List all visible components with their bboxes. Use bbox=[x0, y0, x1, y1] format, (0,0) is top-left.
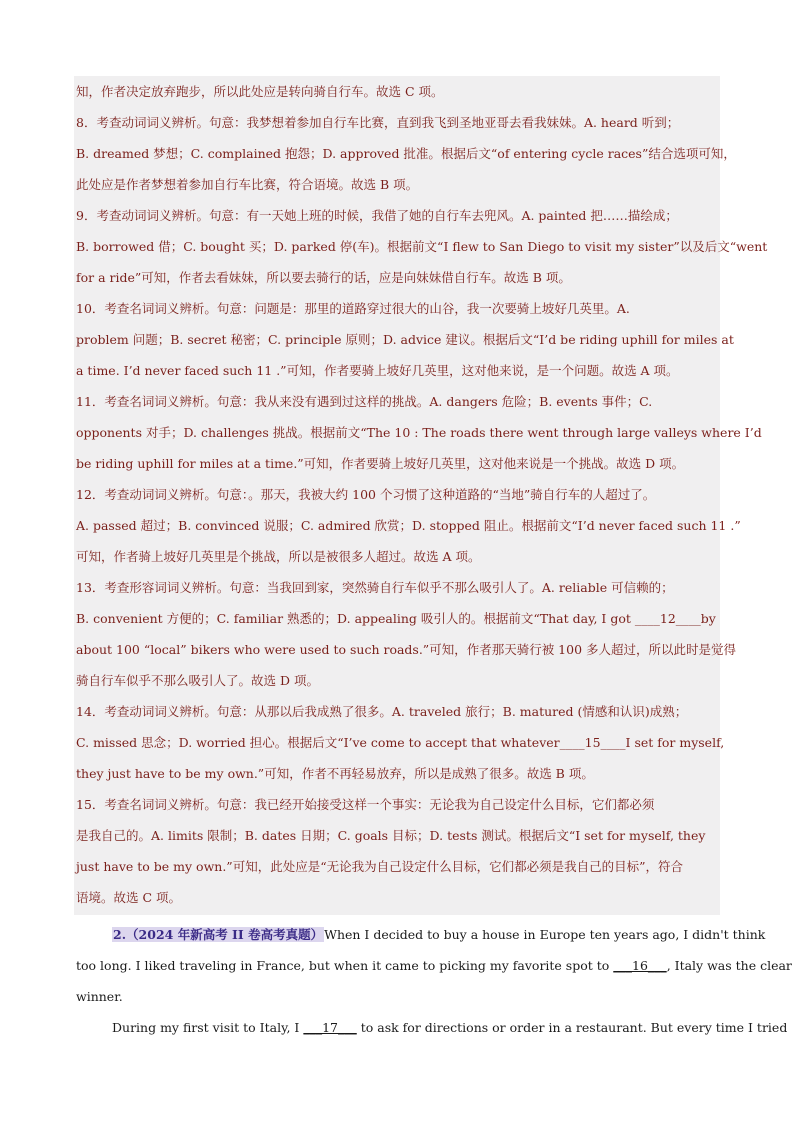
explanation-line: for a ride”可知，作者去看妹妹，所以要去骑行的话，应是向妹妹借自行车。故选 B 项。 bbox=[76, 270, 571, 285]
explanation-line: 11．考查名词词义辨析。句意：我从来没有遇到过这样的挑战。A. dangers 危险；B. events 事件；C. bbox=[76, 394, 653, 409]
explanation-line: they just have to be my own.”可知，作者不再轻易放弃，所以是成熟了很多。故选 B 项。 bbox=[76, 766, 594, 781]
explanation-line: opponents 对手；D. challenges 挑战。根据前文“The 10 : The roads there went through large valleys where I’d bbox=[76, 425, 762, 440]
explanation-line: 15．考查名词词义辨析。句意：我已经开始接受这样一个事实：无论我为自己设定什么目标，它们都必须 bbox=[76, 797, 655, 812]
passage-line-1-text: When I decided to buy a house in Europe ten years ago, I didn't think bbox=[324, 927, 766, 942]
question-source-tag: 2.（2024 年新高考 II 卷高考真题） bbox=[113, 927, 324, 942]
explanation-line: 13．考查形容词词义辨析。句意：当我回到家，突然骑自行车似乎不那么吸引人了。A. reliable 可信赖的； bbox=[76, 580, 674, 595]
explanation-line: problem 问题；B. secret 秘密；C. principle 原则；D. advice 建议。根据后文“I’d be riding uphill for miles at bbox=[76, 332, 734, 347]
passage-line-2 bbox=[76, 957, 792, 975]
passage-line-1 bbox=[112, 926, 766, 944]
explanation-line: a time. I’d never faced such 11 .”可知，作者要骑上坡好几英里，这对他来说，是一个问题。故选 A 项。 bbox=[76, 363, 679, 378]
explanation-line: B. borrowed 借；C. bought 买；D. parked 停(车)。根据前文“I flew to San Diego to visit my sister”以及后文“went bbox=[76, 239, 768, 254]
explanation-line: 语境。故选 C 项。 bbox=[76, 890, 182, 905]
explanation-line: 14．考查动词词义辨析。句意：从那以后我成熟了很多。A. traveled 旅行；B. matured (情感和认识)成熟； bbox=[76, 704, 688, 719]
explanation-line: 9．考查动词词义辨析。句意：有一天她上班的时候，我借了她的自行车去兜风。A. painted 把……描绘成； bbox=[76, 208, 678, 223]
explanation-line: 是我自己的。A. limits 限制；B. dates 日期；C. goals 目标；D. tests 测试。根据后文“I set for myself, they bbox=[76, 828, 706, 843]
explanation-line: 可知，作者骑上坡好几英里是个挑战，所以是被很多人超过。故选 A 项。 bbox=[76, 549, 481, 564]
passage-line-4 bbox=[112, 1019, 788, 1037]
explanation-line: 此处应是作者梦想着参加自行车比赛，符合语境。故选 B 项。 bbox=[76, 177, 419, 192]
blank-17: ___17___ bbox=[303, 1020, 357, 1035]
explanation-line: 12．考查动词词义辨析。句意：。那天，我被大约 100 个习惯了这种道路的“当地”骑自行车的人超过了。 bbox=[76, 487, 656, 502]
explanation-line: A. passed 超过；B. convinced 说服；C. admired 欣赏；D. stopped 阻止。根据前文“I’d never faced such 11 .” bbox=[76, 518, 741, 533]
explanation-line: 知，作者决定放弃跑步，所以此处应是转向骑自行车。故选 C 项。 bbox=[76, 84, 444, 99]
explanation-line: B. convenient 方便的；C. familiar 熟悉的；D. appealing 吸引人的。根据前文“That day, I got ____12____by bbox=[76, 611, 716, 626]
passage-line-4-before: During my first visit to Italy, I bbox=[112, 1020, 304, 1035]
explanation-line: B. dreamed 梦想；C. complained 抱怨；D. approved 批准。根据后文“of entering cycle races”结合选项可知， bbox=[76, 146, 736, 161]
explanation-line: just have to be my own.”可知，此处应是“无论我为自己设定什么目标，它们都必须是我自己的目标”，符合 bbox=[76, 859, 683, 874]
blank-16: ___16___ bbox=[613, 958, 667, 973]
passage-line-2-before: too long. I liked traveling in France, but when it came to picking my favorite spot to bbox=[76, 958, 614, 973]
explanation-line: 8．考查动词词义辨析。句意：我梦想着参加自行车比赛，直到我飞到圣地亚哥去看我妹妹。A. heard 听到； bbox=[76, 115, 680, 130]
explanation-line: C. missed 思念；D. worried 担心。根据后文“I’ve come to accept that whatever____15____I set for myself, bbox=[76, 735, 725, 750]
explanation-line: be riding uphill for miles at a time.”可知，作者要骑上坡好几英里，这对他来说是一个挑战。故选 D 项。 bbox=[76, 456, 685, 471]
passage-line-3: winner. bbox=[76, 989, 123, 1004]
explanation-line: 骑自行车似乎不那么吸引人了。故选 D 项。 bbox=[76, 673, 319, 688]
explanation-line: about 100 “local” bikers who were used to such roads.”可知，作者那天骑行被 100 多人超过，所以此时是觉得 bbox=[76, 642, 737, 657]
explanation-line: 10．考查名词词义辨析。句意：问题是：那里的道路穿过很大的山谷，我一次要骑上坡好几英里。A. bbox=[76, 301, 630, 316]
passage-line-2-after: , Italy was the clear bbox=[666, 958, 792, 973]
passage-line-4-after: to ask for directions or order in a restaurant. But every time I tried bbox=[356, 1020, 788, 1035]
